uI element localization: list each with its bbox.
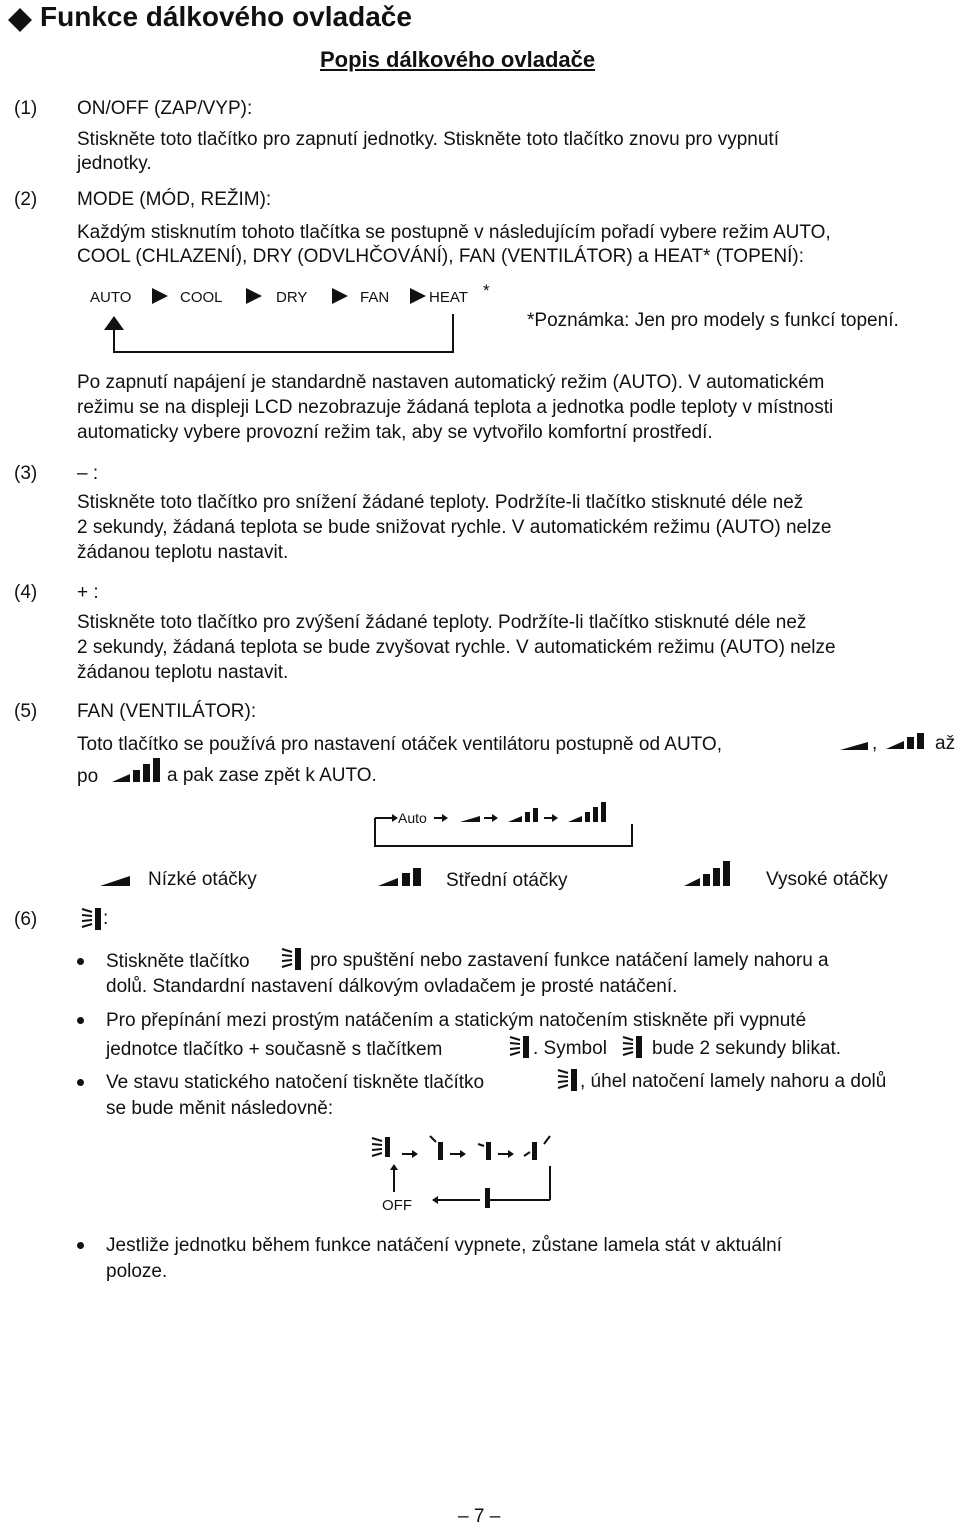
item-text: žádanou teplotu nastavit. [77,662,289,683]
fan-low-icon [840,738,870,752]
louver-position-5-icon [485,1188,490,1208]
item-text: se bude měnit následovně: [106,1098,334,1119]
item-text: COOL (CHLAZENÍ), DRY (ODVLHČOVÁNÍ), FAN (VENTILÁTOR) a HEAT* (TOPENÍ): [77,246,805,267]
item-number: (5) [14,701,38,722]
fan-high-label: Vysoké otáčky [766,869,888,890]
page-number: – 7 – [458,1506,501,1527]
bullet-marker [77,1079,84,1086]
arrow-right-icon [492,814,498,822]
swing-icon [372,1137,390,1157]
arrow-up-icon [104,316,124,330]
item-text: Toto tlačítko se používá pro nastavení otáček ventilátoru postupně od AUTO, [77,734,722,755]
section-subtitle: Popis dálkového ovladače [320,47,596,72]
swing-icon [621,1034,645,1060]
item-number: (4) [14,582,38,603]
arrow-right-icon [332,288,348,304]
heat-note: *Poznámka: Jen pro modely s funkcí topení. [527,310,899,331]
item-text: Stiskněte toto tlačítko pro snížení žádané teploty. Podržíte-li tlačítko stisknuté déle než [77,492,804,513]
mode-fan: FAN [360,289,390,306]
swing-icon [280,946,304,972]
bullet-marker [77,1017,84,1024]
fan-high-icon [568,802,606,822]
louver-position-1-icon [430,1136,443,1160]
item-text: Stiskněte toto tlačítko pro zapnutí jednotky. Stiskněte toto tlačítko znovu pro vypnutí [77,129,779,150]
bullet-marker [77,1242,84,1249]
item-heading: : [103,908,109,929]
arrow-up-icon [390,1164,398,1170]
diamond-icon [6,6,34,40]
arrow-right-icon [552,814,558,822]
item-text: režimu se na displeji LCD nezobrazuje žádaná teplota a jednotka podle teploty v místnosti [77,397,834,418]
mode-cycle-diagram [80,278,510,358]
mode-dry: DRY [276,289,308,306]
item-text: , [872,733,878,754]
item-text: Pro přepínání mezi prostým natáčením a statickým natočením stiskněte při vypnuté [106,1010,807,1031]
item-text: , úhel natočení lamely nahoru a dolů [580,1071,887,1092]
item-text: jednotky. [77,153,152,174]
swing-icon [80,906,104,932]
arrow-right-icon [246,288,262,304]
mode-cool: COOL [180,289,223,306]
item-text: 2 sekundy, žádaná teplota se bude snižovat rychle. V automatickém režimu (AUTO) nelze [77,517,832,538]
return-line [375,824,632,846]
arrow-right-icon [460,1150,466,1158]
fan-mid-label: Střední otáčky [446,870,568,891]
mode-heat: HEAT [429,289,468,306]
return-line [114,314,453,352]
fan-high-icon [112,758,162,784]
arrow-right-icon [152,288,168,304]
mode-auto: AUTO [90,289,132,306]
item-heading: FAN (VENTILÁTOR): [77,701,257,722]
item-heading: MODE (MÓD, REŽIM): [77,189,272,210]
fan-low-icon [100,872,132,888]
item-text: Stiskněte tlačítko [106,951,250,972]
item-heading: + : [77,582,99,603]
bullet-marker [77,958,84,965]
louver-positions-diagram [366,1130,556,1218]
item-number: (3) [14,463,38,484]
louver-off-label: OFF [382,1197,412,1214]
item-number: (6) [14,909,38,930]
item-text: 2 sekundy, žádaná teplota se bude zvyšovat rychle. V automatickém režimu (AUTO) nelze [77,637,836,658]
item-text: jednotce tlačítko + současně s tlačítkem [106,1039,443,1060]
louver-position-3-icon [524,1142,537,1160]
item-text: Ve stavu statického natočení tiskněte tlačítko [106,1072,485,1093]
item-text: Jestliže jednotku během funkce natáčení vypnete, zůstane lamela stát v aktuální [106,1235,782,1256]
fan-mid-icon [378,866,422,888]
item-heading: – : [77,463,99,484]
fan-high-icon [684,860,732,888]
page-title: Funkce dálkového ovladače [40,1,412,32]
arrow-left-icon [432,1196,438,1204]
item-text: Stiskněte toto tlačítko pro zvýšení žádané teploty. Podržíte-li tlačítko stisknuté déle než [77,612,807,633]
louver-position-2-icon [478,1142,491,1160]
fan-speed-diagram [368,798,648,853]
item-text: . Symbol [533,1038,607,1059]
item-text: po [77,766,99,787]
item-text: Každým stisknutím tohoto tlačítka se postupně v následujícím pořadí vybere režim AUTO, [77,222,831,243]
item-text: Po zapnutí napájení je standardně nastaven automatický režim (AUTO). V automatickém [77,372,825,393]
fan-auto-label: Auto [398,810,427,826]
fan-low-icon [460,816,480,822]
item-text: a pak zase zpět k AUTO. [167,765,377,786]
item-text: poloze. [106,1261,168,1282]
item-text: bude 2 sekundy blikat. [652,1038,842,1059]
arrow-right-icon [508,1150,514,1158]
item-text: žádanou teplotu nastavit. [77,542,289,563]
fan-mid-icon [508,808,538,822]
item-text: dolů. Standardní nastavení dálkovým ovladačem je prosté natáčení. [106,976,678,997]
item-number: (2) [14,189,38,210]
louver-position-4-icon [544,1136,550,1144]
fan-low-label: Nízké otáčky [148,869,257,890]
arrow-right-icon [412,1150,418,1158]
swing-icon [556,1067,580,1093]
arrow-right-icon [410,288,426,304]
arrow-right-icon [442,814,448,822]
item-text: pro spuštění nebo zastavení funkce natáčení lamely nahoru a [310,950,829,971]
swing-icon [508,1034,532,1060]
mode-star: * [483,281,490,300]
item-text: až [935,733,956,754]
item-heading: ON/OFF (ZAP/VYP): [77,98,253,119]
fan-mid-icon [886,731,926,751]
item-text: automaticky vybere provozní režim tak, aby se vytvořilo komfortní prostředí. [77,422,713,443]
item-number: (1) [14,98,38,119]
